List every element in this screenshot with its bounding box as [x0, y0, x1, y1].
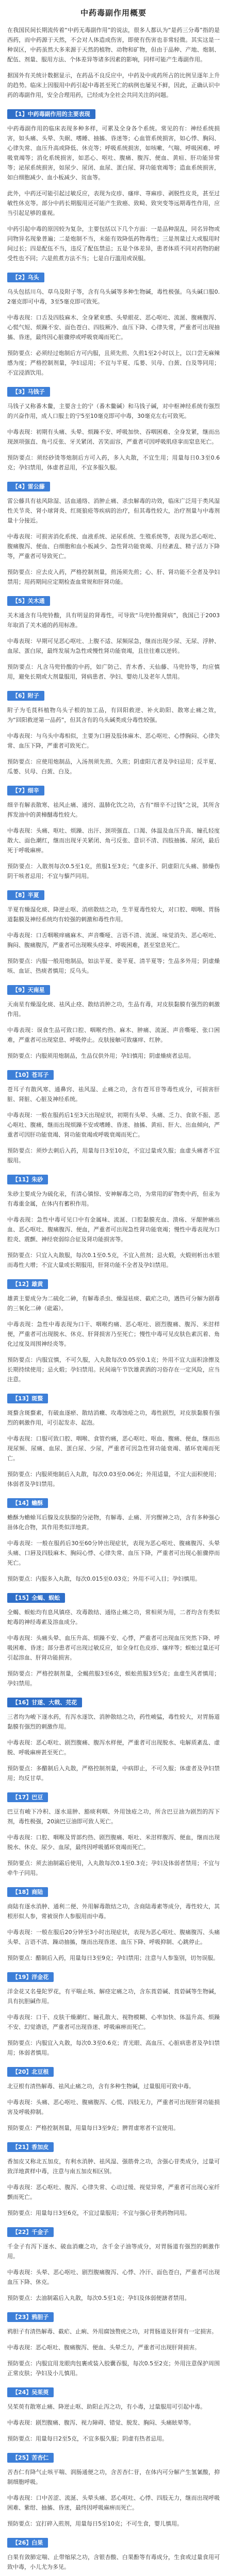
- paragraph: 朱砂主要成分为硫化汞，有清心镇惊、安神解毒之功，为常用的矿物类中药，但汞为有毒重金属，在体内有蓄积作用。: [7, 1191, 220, 1207]
- paragraph: 预防要点：应使用炮制品，入汤剂须先煎、久煎；阴虚阳亢者及孕妇忌用；反半夏、瓜蒌、贝母、白蔹、白及。: [7, 758, 220, 775]
- paragraph: 预防要点：必须经过炮制后方可内服，且须先煎、久煎1至2小时以上，以口尝无麻辣感为度；严格控制剂量，孕妇忌用；不宜与半夏、瓜蒌、贝母、白蔹、白及等同用；不宜浸酒饮用。: [7, 350, 220, 376]
- paragraph: 中毒表现：头晕、恶心呕吐、剧烈腹痛腹泻、心悸、冷汗、面色苍白，严重者可出现血压下降、休克。: [7, 2269, 220, 2285]
- section-heading: 【4】雷公藤: [7, 482, 50, 492]
- paragraph: 中药引起中毒的原因较为复杂，主要包括以下几个方面：一是品种混乱，同名异物或同物异名现象普遍；二是炮制不当，未能有效降低药物毒性；三是剂量过大或服用时间过长；四是配伍不当，违反了配伍禁忌；五是个体差异，患者体质不同对药物的耐受性也不同；六是煎煮方法不当；七是自行滥用或误服。: [7, 226, 220, 262]
- paragraph: 预防要点：用量每日3至6克，不宜过量服用；不宜与强心苷类药物同用。: [7, 2210, 190, 2216]
- paragraph: 蟾酥为蟾蜍耳后腺及皮肤腺的分泌物，有解毒、止痛、开窍醒神之功，含有多种强心甾体化合物，其作用类似洋地黄。: [7, 1514, 220, 1531]
- paragraph: 预防要点：严格控制剂量，用量每日3至9克；脾胃虚寒者不宜使用。: [7, 2125, 179, 2131]
- section-heading: 【14】蟾酥: [7, 1498, 48, 1508]
- paragraph: 斑蝥含斑蝥素，有破血逐瘀、散结消癥、攻毒蚀疮之功，毒性剧烈，对皮肤黏膜有强烈的刺激作用，可引起发赤、起泡。: [7, 1410, 220, 1426]
- paragraph: 中毒表现：一般在服药后1至3天出现症状，初期有头晕、头痛、乏力、食欲不振、恶心呕吐、腹痛，继而出现烦躁不安或嗜睡、昏迷、抽搐、黄疸、肝大、出血倾向，严重者可因肝功能衰竭、肾功能衰竭或呼吸衰竭而死亡。: [7, 1112, 220, 1138]
- paragraph: 中毒表现：头痛、呕吐、烦躁、出汗、颈项强直、口渴、体温及血压升高、瞳孔轻度散大、面色潮红，继而出现牙关紧闭、角弓反张、意识不清、四肢抽搐、尿闭，最后死于呼吸麻痹。: [7, 827, 220, 854]
- paragraph: 中毒表现：一般在服药后30至60分钟出现症状，表现为恶心呕吐、腹痛腹泻、头晕头痛、口唇及四肢麻木、胸闷心悸、心律失常、血压下降，严重者可出现心脏骤停而死亡。: [7, 1540, 220, 1566]
- paragraph: 此外，中药还可能引起过敏反应，表现为皮疹、瘙痒、荨麻疹、剥脱性皮炎，甚至过敏性休克等。部分中药长期服用还可能产生致癌、致畸、致突变等远期毒性作用，应当引起足够的重视。: [7, 190, 220, 216]
- paragraph: 雷公藤具有祛风除湿、活血通络、消肿止痛、杀虫解毒的功效，临床广泛用于类风湿性关节炎、肾小球肾炎、红斑狼疮等疾病的治疗，但其毒性较大，治疗剂量与中毒剂量十分接近。: [7, 498, 220, 524]
- section-heading: 【21】香加皮: [7, 2142, 54, 2152]
- paragraph: 中毒表现：剧烈腹痛、腹泻、视力障碍、错觉、脱发、胸闷、头痛眩晕等。: [7, 2419, 194, 2426]
- paragraph: 预防要点：宜打碎入煎剂，用量每日5至10克；不可生食，婴儿慎用。: [7, 2520, 183, 2527]
- paragraph: 预防要点：须去油制霜后使用，入丸散每次0.1至0.3克；孕妇及体弱者禁用；不宜与牵牛子同用。: [7, 1860, 220, 1876]
- paragraph: 中毒表现：口腔、咽喉及胃部灼热、剧烈腹痛、呕吐、米泔样腹泻、便血，继而出现脱水、休克、尿少、血尿，最终因呼吸循环衰竭而死亡。: [7, 1834, 220, 1851]
- paragraph: 预防要点：须经砂烫等炮制后方可入药，多入丸散，不宜生用；用量每日0.3至0.6克；孕妇禁用，体虚者忌用，不宜多服久服。: [7, 454, 220, 471]
- paragraph: 白果有敛肺定喘、止带缩尿之功，含银杏酸、白果酚等有毒成分，生食或过量食用可致中毒，小儿尤为多见。: [7, 2554, 220, 2570]
- section-heading: 【24】吴茱萸: [7, 2387, 54, 2397]
- paragraph: 预防要点：入散剂每次0.5至1克，煎服1至3克；气虚多汗、阴虚阳亢头痛、肺燥伤阴干咳者忌用；不宜与藜芦同用。: [7, 863, 220, 879]
- paragraph: 中毒表现：与乌头中毒相似，主要为口唇及肢体麻木、恶心呕吐、心悸胸闷、心律失常、血压下降，严重者可致死亡。: [7, 733, 220, 749]
- paragraph: 苦杏仁有降气止咳平喘、润肠通便之功，含苦杏仁苷，在体内可分解产生氢氰酸，抑制细胞呼吸。: [7, 2469, 220, 2485]
- paragraph: 中毒表现：误食生品可致口腔、咽喉灼热、麻木、肿痛、流涎、声音嘶哑、张口困难，严重者可出现窒息、呼吸停止。皮肤接触可致瘙痒、红肿。: [7, 1027, 220, 1043]
- section-heading: 【1】中药毒副作用的主要表现: [7, 109, 95, 119]
- paragraph: 中毒表现：口服可致口腔、咽喉、食管灼痛，恶心呕吐、呕血、腹痛、便血，继而出现尿频、尿痛、血尿、蛋白尿、少尿，严重者可因急性肾功能衰竭、循环衰竭而死亡。: [7, 1435, 220, 1462]
- paragraph: 中毒表现：头痛、恶心呕吐、腹痛腹泻、心慌、四肢无力，严重者可出现肝肾功能损害及呼吸抑制。: [7, 2099, 220, 2115]
- paragraph: 中毒表现：急性中毒可见口中有金属味、流涎、口腔黏膜充血、溃疡、牙龈肿痛出血、恶心呕吐、腹痛腹泻、便血，严重者可出现急性肾功能衰竭；慢性中毒表现为口腔炎、震颤、神经衰弱综合征及肾功能损害等。: [7, 1216, 220, 1243]
- section-heading: 【26】白果: [7, 2538, 48, 2548]
- paragraph: 预防要点：只宜入丸散服，每次0.1至0.5克，不宜入煎剂；忌火煅，火煅则析出水银而毒性大增；不宜大量或长期服用，肝肾功能不全者及孕妇禁用。: [7, 1252, 220, 1268]
- paragraph: 关木通含有马兜铃酸，具有明显的肾毒性，可导致“马兜铃酸肾病”，我国已于2003年取消了关木通的药用标准。: [7, 612, 220, 629]
- section-heading: 【25】苦杏仁: [7, 2453, 54, 2463]
- paragraph: 预防要点：凡含马兜铃酸的中药，如广防己、青木香、天仙藤、马兜铃等，均应慎用，避免长期或大剂量服用，肾病患者、孕妇、婴幼儿及老年人禁用。: [7, 664, 220, 680]
- section-heading: 【18】商陆: [7, 1887, 48, 1897]
- paragraph: 预防要点：内服宜用龙眼肉包裹或装入胶囊吞服，每次0.5至2克；外用注意保护周围正常皮肤；孕妇及小儿慎用。: [7, 2360, 220, 2377]
- paragraph: 预防要点：去油制霜后入丸散，每次0.5至1克；孕妇及体弱便溏者禁用。: [7, 2295, 190, 2301]
- article-body: [7, 25, 220, 2576]
- paragraph: 洋金花又名曼陀罗花，有平喘止咳、解痉定痛之功，含东莨菪碱、莨菪碱等生物碱，具有抗胆碱作用。: [7, 1988, 220, 2005]
- section-heading: 【5】关木通: [7, 596, 50, 606]
- section-heading: 【13】斑蝥: [7, 1394, 48, 1403]
- paragraph: 商陆有逐水消肿、通利二便、外用解毒散结之功，含商陆毒素等成分，毒性较大，其根形似人参，常被误作人参服用而中毒。: [7, 1903, 220, 1920]
- paragraph: 巴豆有峻下冷积、逐水退肿、豁痰利咽、外用蚀疮之功，所含巴豆油为剧烈的泻下剂，毒性极强，20滴巴豆油即可致人死亡。: [7, 1808, 220, 1825]
- paragraph: 马钱子又称番木鳖，主要含士的宁（番木鳖碱）和马钱子碱，对中枢神经系统有强烈的兴奋作用，成人口服士的宁5至10毫克即可中毒，30毫克左右可致死。: [7, 403, 220, 419]
- paragraph: 中毒表现：一般在服后20分钟至3小时出现症状，表现为恶心呕吐、腹痛腹泻、头痛头晕、言语不清、躁动抽搐，继而出现昏迷、血压下降、呼吸抑制、心跳停止。: [7, 1929, 220, 1945]
- paragraph: 中毒表现：恶心呕吐、腹痛腹泻、便血、头晕乏力，严重者可出现肝肾损害。: [7, 2344, 200, 2351]
- paragraph: 预防要点：须炒去刺后入药，用量每日3至10克，不宜过量或久服；血虚头痛者不宜服用。: [7, 1147, 220, 1164]
- paragraph: 中药毒副作用的临床表现多种多样，可累及全身各个系统。常见的有：神经系统损害，如头痛、头晕、失眠、嗜睡、抽搐、昏迷等；心血管系统损害，如心悸、胸闷、心律失常、血压升高或降低、休克等；呼吸系统损害，如咳嗽、气喘、呼吸困难、呼吸衰竭等；消化系统损害，如恶心、呕吐、腹痛、腹泻、便血、黄疸、肝功能异常等；泌尿系统损害，如尿少、尿闭、血尿、蛋白尿、肾功能衰竭等；造血系统损害，如白细胞减少、血小板减少、贫血等。: [7, 125, 220, 181]
- paragraph: 预防要点：内服宜入丸散，每次0.3至0.6克；青光眼、高血压、心脏病患者及孕妇禁用；体弱者慎用。: [7, 2040, 220, 2056]
- section-heading: 【9】天南星: [7, 985, 50, 995]
- paragraph: 据国外有关统计数据显示，在药品不良反应中，中药及中成药所占的比例呈逐年上升的趋势。临床上因服用中药引起中毒甚至死亡的病例也屡见不鲜，因此，正确认识中药的毒副作用，安全合理用药，已经成为全社会共同关注的问题。: [7, 72, 220, 98]
- paragraph: 全蝎、蜈蚣均有息风镇痉、攻毒散结、通络止痛之功，常相须为用，二者均含有类似蛇毒的神经毒素及溶血成分。: [7, 1609, 220, 1625]
- paragraph: 预防要点：严格控制剂量，全蝎煎服3至6克，蜈蚣煎服3至5克；血虚生风者慎用；孕妇禁用。: [7, 1670, 220, 1687]
- section-heading: 【7】细辛: [7, 786, 44, 795]
- paragraph: 中毒表现：恶心呕吐、腹泻、心律失常、心动过缓、视觉异常，严重者可出现心室纤颤而死亡。: [7, 2184, 220, 2200]
- paragraph: 在我国民间长期流传着“中药无毒副作用”的说法，很多人都认为“是药三分毒”指的是西药，而中药源于天然，不会对人体造成伤害，即使有伤害也非常轻微。其实这是一种误区，中药虽然大多来源于天然的植物、动物和矿物，但由于品种、产地、炮制、配伍、剂量、服用方法、个体差异等诸多因素的影响，同样可能产生毒副作用。: [7, 27, 220, 63]
- paragraph: 天南星有燥湿化痰、祛风止痉、散结消肿之功，生品有毒，对皮肤黏膜有强烈的刺激作用。: [7, 1001, 220, 1018]
- article-title: 中药毒副作用概要: [80, 8, 147, 18]
- paragraph: 预防要点：醋制后入药，用量每日3至9克；孕妇禁用；注意与人参鉴别，切勿误服。: [7, 1955, 219, 1961]
- paragraph: 预防要点：内服须用炮制品，生品仅供外用；孕妇慎用；阴虚燥痰者忌用。: [7, 1053, 194, 1059]
- paragraph: 中毒表现：急性中毒表现为口干、咽喉灼痛、恶心呕吐、剧烈腹痛、腹泻、米泔样便，严重者可出现脱水、休克、肝肾损害乃至死亡；慢性中毒可见皮肤色素沉着、角化过度及周围神经炎等。: [7, 1321, 220, 1347]
- section-heading: 【11】朱砂: [7, 1175, 48, 1184]
- paragraph: 预防要点：多醋制后入丸散，严格控制剂量，中病即止，不可久服；体虚者及孕妇禁用；均反甘草。: [7, 1765, 220, 1782]
- paragraph: 细辛有解表散寒、祛风止痛、通窍、温肺化饮之功，古有“细辛不过钱”之说，其所含挥发油中的黄樟醚毒性较大。: [7, 802, 220, 818]
- paragraph: 预防要点：应去皮入药，严格控制剂量，煎汤须先煎；心、肝、肾功能不全者及孕妇禁用；用药期间应定期检查血常规和肝肾功能。: [7, 569, 220, 585]
- section-heading: 【22】千金子: [7, 2227, 54, 2237]
- paragraph: 北豆根有清热解毒、祛风止痛之功，含有多种生物碱，过量服用可致中毒。: [7, 2083, 194, 2090]
- paragraph: 预防要点：内服一般用炮制品，如法半夏、姜半夏、清半夏等；生品多外用；阴虚燥咳、血证、热痰者慎用；反乌头。: [7, 958, 220, 974]
- paragraph: 中毒表现：口舌及四肢麻木、全身紧束感、头晕眼花、恶心呕吐、流涎、腹痛腹泻、心慌气短、烦躁不安、面色苍白、四肢厥冷、血压下降、心律失常，严重者可出现抽搐、昏迷，最终因心脏骤停或呼吸衰竭而死亡。: [7, 314, 220, 341]
- paragraph: 中毒表现：早期可见恶心呕吐、上腹不适、尿频尿急，继而出现少尿、无尿、浮肿、血尿、蛋白尿，最终发展为急性或慢性肾功能衰竭，且往往难以逆转。: [7, 638, 220, 654]
- section-heading: 【12】雄黄: [7, 1279, 48, 1289]
- section-heading: 【10】苍耳子: [7, 1070, 54, 1080]
- paragraph: 中毒表现：头痛头晕、血压升高、烦躁不安、心悸，严重者可出现血压突然下降、呼吸困难、昏迷；部分患者可出现过敏反应，如全身红色皮疹、瘙痒等；蜈蚣过量还可引起溶血、肝肾功能损害。: [7, 1635, 220, 1661]
- paragraph: 中毒表现：口干、皮肤干燥潮红、瞳孔散大、视物模糊、心率加快、体温升高、烦躁不安、幻觉谵语，严重者可出现昏迷、呼吸麻痹而死亡。: [7, 2014, 220, 2030]
- paragraph: 中毒表现：恶心呕吐、剧烈腹痛、腹泻水样便，严重者可出现脱水、电解质紊乱、虚脱、呼吸麻痹甚至死亡。: [7, 1739, 220, 1756]
- section-heading: 【16】甘遂、大戟、芫花: [7, 1698, 82, 1707]
- paragraph: 雄黄主要成分为二硫化二砷，有解毒杀虫、燥湿祛痰、截疟之功，遇热可分解为剧毒的三氧化二砷（砒霜）。: [7, 1295, 220, 1312]
- paragraph: 千金子有泻下逐水、破血消癥之功，含千金子油等成分，对胃肠道有强烈的刺激作用。: [7, 2243, 220, 2260]
- paragraph: 预防要点：用量每日2至5克，不宜多服久服；阴虚有热者忌用。: [7, 2435, 168, 2442]
- paragraph: 预防要点：内服多入丸散，每次0.015至0.03克；外用不可入目；孕妇慎用。: [7, 1575, 201, 1582]
- paragraph: 中毒表现：口中苦涩、流涎、头晕头痛、恶心呕吐、心悸、四肢无力，继而出现呼吸困难、紫绀、抽搐、昏迷，最终因呼吸麻痹而死亡。: [7, 2495, 220, 2511]
- paragraph: 中毒表现：口舌咽喉痒痛麻木、声音嘶哑、言语不清、流涎、味觉消失、恶心呕吐、胸闷、腹痛腹泻，严重者可出现喉头痉挛、呼吸困难，甚至窒息死亡。: [7, 932, 220, 948]
- paragraph: 鸦胆子有清热解毒、截疟、止痢、外用腐蚀赘疣之功，对胃肠道及肝肾有一定损害。: [7, 2328, 217, 2335]
- paragraph: 中毒表现：初期有头痛、头晕、烦躁不安、呼吸加快、吞咽困难、全身发紧，继而出现颈项强直、角弓反张、牙关紧闭、苦笑面容，严重者可因呼吸肌痉挛而窒息死亡。: [7, 429, 220, 445]
- section-heading: 【6】附子: [7, 691, 44, 701]
- section-heading: 【3】马钱子: [7, 387, 50, 397]
- paragraph: 中毒表现：可损害消化系统、血液系统、泌尿系统、生殖系统等，表现为恶心呕吐、腹痛腹泻、便血、白细胞和血小板减少、急性肾功能衰竭、月经紊乱、精子活力下降等，严重者可导致死亡。: [7, 533, 220, 560]
- section-heading: 【15】全蝎、蜈蚣: [7, 1593, 65, 1603]
- paragraph: 吴茱萸有散寒止痛、降逆止呕、助阳止泻之功，有小毒，过量服用可引起中毒。: [7, 2403, 206, 2410]
- paragraph: 预防要点：内服宜慎，不可久服，入丸散每次0.05至0.1克；外用不宜大面积涂擦及长期持续使用；忌火煅；孕妇禁用。民间端午节饮雄黄酒的习俗存在一定风险，应当注意。: [7, 1357, 220, 1383]
- paragraph: 三者均为峻下逐水药，有泻水逐饮、消肿散结之功，药性峻猛，毒性较大，对胃肠道黏膜有强烈的刺激作用。: [7, 1714, 220, 1730]
- paragraph: 乌头包括川乌、草乌及附子等，含有乌头碱等多种生物碱，毒性极强。乌头碱口服0.2毫克即可中毒，3至5毫克即可致死。: [7, 289, 220, 305]
- paragraph: 预防要点：内服须炮制后入丸散，每次0.03至0.06克；外用适量，不宜大面积使用；体弱者及孕妇禁用。: [7, 1471, 220, 1487]
- paragraph: 苍耳子有散风寒、通鼻窍、祛风湿、止痛之功，含有苍耳苷等毒性成分，可损害肝脏、肾脏、心脏及神经系统。: [7, 1086, 220, 1103]
- paragraph: 附子为毛茛科植物乌头子根的加工品，有回阳救逆、补火助阳、散寒止痛之效，为“回阳救逆第一品药”，但其含有的乌头碱类成分毒性较强。: [7, 707, 220, 723]
- paragraph: 半夏有燥湿化痰、降逆止呕、消痞散结之功，生半夏毒性较大，对口腔、咽喉、胃肠道黏膜及神经系统均有较强的刺激和毒性作用。: [7, 906, 220, 923]
- section-heading: 【2】乌头: [7, 273, 44, 282]
- section-heading: 【19】洋金花: [7, 1972, 54, 1982]
- paragraph: 香加皮又称北五加皮，有利水消肿、祛风湿、强筋骨之功，含强心苷类成分，过量可致洋地黄样中毒，注意与南五加皮相区别。: [7, 2158, 220, 2175]
- section-heading: 【23】鸦胆子: [7, 2312, 54, 2322]
- section-heading: 【20】北豆根: [7, 2067, 54, 2077]
- section-heading: 【17】巴豆: [7, 1792, 48, 1802]
- section-heading: 【8】半夏: [7, 890, 44, 900]
